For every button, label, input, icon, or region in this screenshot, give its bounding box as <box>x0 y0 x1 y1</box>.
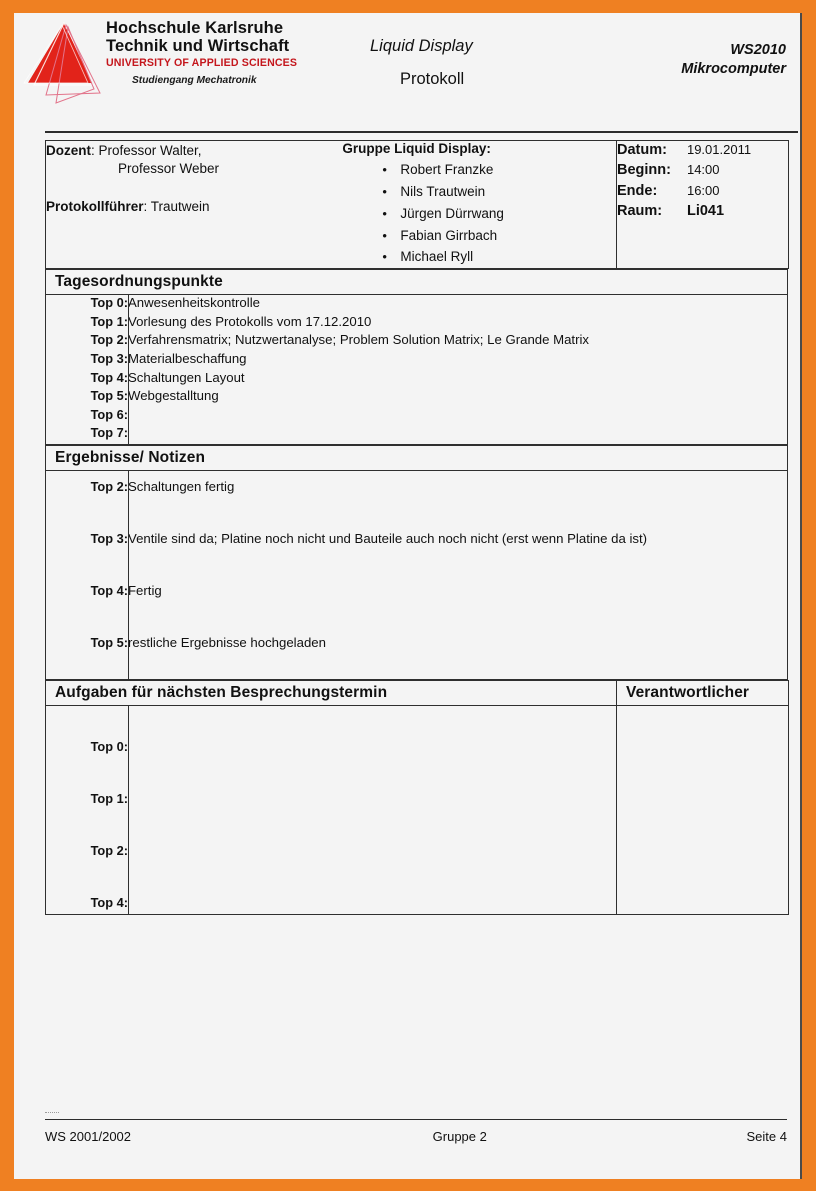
top-text[interactable] <box>128 758 616 810</box>
top-label: Top 7: <box>90 425 128 441</box>
document-header <box>14 13 800 113</box>
dozent-row <box>46 141 342 161</box>
term-label: WS2010 <box>730 42 786 58</box>
group-member-item: • Robert Franzke <box>342 159 616 181</box>
group-member-item: • Nils Trautwein <box>342 181 616 203</box>
project-title: Liquid Display <box>370 37 473 55</box>
agenda-row <box>46 370 787 389</box>
agenda-row <box>46 332 787 351</box>
meeting-detail-value: 14:00 <box>686 162 720 178</box>
hochschule-karlsruhe-logo-icon <box>22 21 102 106</box>
protokollfuehrer-row <box>46 199 342 214</box>
meeting-detail-label: Ende: <box>617 182 658 199</box>
top-text[interactable]: Schaltungen Layout <box>128 369 245 385</box>
top-label: Top 5: <box>90 635 128 651</box>
tasks-table <box>45 680 789 915</box>
meta-right-cell <box>617 141 789 269</box>
meta-left-cell <box>46 141 617 269</box>
top-label: Top 3: <box>90 351 128 367</box>
meeting-detail-label: Raum: <box>617 202 663 219</box>
meeting-detail-label: Beginn: <box>617 162 671 179</box>
responsible-heading-cell <box>617 681 789 706</box>
meeting-detail-row <box>617 202 751 222</box>
notes-row <box>46 575 787 627</box>
top-label: Top 4: <box>90 895 128 911</box>
meeting-detail-value: 19.01.2011 <box>686 142 752 157</box>
group-members-list <box>342 159 616 268</box>
group-title: Gruppe Liquid Display: <box>342 141 491 156</box>
header-divider <box>45 131 798 133</box>
meeting-detail-value: 16:00 <box>686 182 720 198</box>
notes-row <box>46 627 787 679</box>
agenda-rows <box>46 295 787 444</box>
agenda-table <box>45 269 788 445</box>
agenda-row <box>46 388 787 407</box>
dozent-value: : Professor Walter, <box>91 143 202 158</box>
university-line-2: Technik und Wirtschaft <box>106 37 290 56</box>
top-label: Top 4: <box>90 369 128 385</box>
top-text[interactable]: Schaltungen fertig <box>128 479 235 495</box>
task-row <box>46 706 616 758</box>
top-text[interactable] <box>128 862 616 914</box>
notes-row <box>46 471 787 523</box>
top-text[interactable]: Vorlesung des Protokolls vom 17.12.2010 <box>128 313 372 329</box>
top-text[interactable]: Verfahrensmatrix; Nutzwertanalyse; Problem Solution Matrix; Le Grande Matrix <box>128 332 590 348</box>
top-label: Top 2: <box>90 479 128 495</box>
top-text[interactable]: restliche Ergebnisse hochgeladen <box>128 635 326 651</box>
meeting-detail-value: Li041 <box>686 202 725 219</box>
meeting-detail-label: Datum: <box>617 142 667 158</box>
tasks-rows <box>46 706 616 914</box>
meta-table <box>45 140 789 269</box>
agenda-heading-cell <box>46 270 788 295</box>
task-row <box>46 862 616 914</box>
top-label: Top 1: <box>90 791 128 807</box>
course-label: Mikrocomputer <box>681 60 786 77</box>
top-text[interactable] <box>128 810 616 862</box>
agenda-row <box>46 295 787 314</box>
top-label: Top 2: <box>90 332 128 348</box>
agenda-row <box>46 407 787 426</box>
group-member-item: • Fabian Girrbach <box>342 225 616 247</box>
top-label: Top 3: <box>90 531 128 547</box>
top-text[interactable]: Webgestalltung <box>128 388 219 404</box>
top-text[interactable] <box>128 425 787 444</box>
dozent-label: Dozent <box>46 143 91 158</box>
meeting-detail-row <box>617 161 751 181</box>
notes-body-cell <box>46 471 788 680</box>
notes-heading-cell <box>46 446 788 471</box>
agenda-heading: Tagesordnungspunkte <box>55 273 223 291</box>
top-label: Top 5: <box>90 388 128 404</box>
agenda-body-cell <box>46 295 788 445</box>
tasks-heading: Aufgaben für nächsten Besprechungstermin <box>55 684 388 702</box>
notes-table <box>45 445 788 680</box>
university-name <box>106 19 297 86</box>
footer-page: Seite 4 <box>746 1129 787 1144</box>
group-member-item: • Michael Ryll <box>342 246 616 268</box>
task-row <box>46 810 616 862</box>
meeting-details-table <box>617 141 751 222</box>
top-label: Top 2: <box>90 843 128 859</box>
tasks-heading-cell <box>46 681 617 706</box>
agenda-row <box>46 314 787 333</box>
top-text[interactable]: Anwesenheitskontrolle <box>128 295 260 311</box>
protocol-sheet <box>45 140 788 915</box>
meeting-detail-row <box>617 182 751 202</box>
footer-term: WS 2001/2002 <box>45 1129 132 1144</box>
top-label: Top 1: <box>90 313 128 329</box>
document-page <box>14 13 802 1179</box>
protokollfuehrer-label: Protokollführer <box>46 198 144 214</box>
study-program: Studiengang Mechatronik <box>132 74 257 86</box>
document-footer <box>45 1129 787 1144</box>
meeting-detail-row <box>617 141 751 161</box>
top-label: Top 6: <box>90 406 128 422</box>
notes-heading: Ergebnisse/ Notizen <box>55 449 206 467</box>
top-label: Top 0: <box>90 739 128 755</box>
top-text[interactable] <box>128 706 616 758</box>
footer-group: Gruppe 2 <box>432 1129 487 1144</box>
course-info-block <box>681 41 786 79</box>
group-member-item: • Jürgen Dürrwang <box>342 203 616 225</box>
tasks-body-cell[interactable] <box>46 706 617 915</box>
document-type: Protokoll <box>400 70 465 88</box>
top-text[interactable]: Materialbeschaffung <box>128 351 247 367</box>
top-label: Top 4: <box>90 583 128 599</box>
document-title-block <box>354 37 604 89</box>
protokollfuehrer-value: : Trautwein <box>143 198 210 214</box>
dozent-value-line2: Professor Weber <box>118 160 220 176</box>
footer-divider <box>45 1119 787 1120</box>
agenda-row <box>46 425 787 444</box>
university-line-1: Hochschule Karlsruhe <box>106 19 284 37</box>
university-subtitle-en: UNIVERSITY OF APPLIED SCIENCES <box>106 56 298 69</box>
top-label: Top 0: <box>90 295 128 311</box>
responsible-heading: Verantwortlicher <box>626 684 750 702</box>
task-row <box>46 758 616 810</box>
top-text[interactable]: Ventile sind da; Platine noch nicht und Bauteile auch noch nicht (erst wenn Platine da ist) <box>128 531 648 547</box>
notes-rows <box>46 471 787 679</box>
top-text[interactable] <box>128 407 787 426</box>
notes-row <box>46 523 787 575</box>
top-text[interactable]: Fertig <box>128 583 162 599</box>
responsible-body-cell[interactable] <box>617 706 789 915</box>
footer-tick-mark <box>45 1112 59 1117</box>
agenda-row <box>46 351 787 370</box>
